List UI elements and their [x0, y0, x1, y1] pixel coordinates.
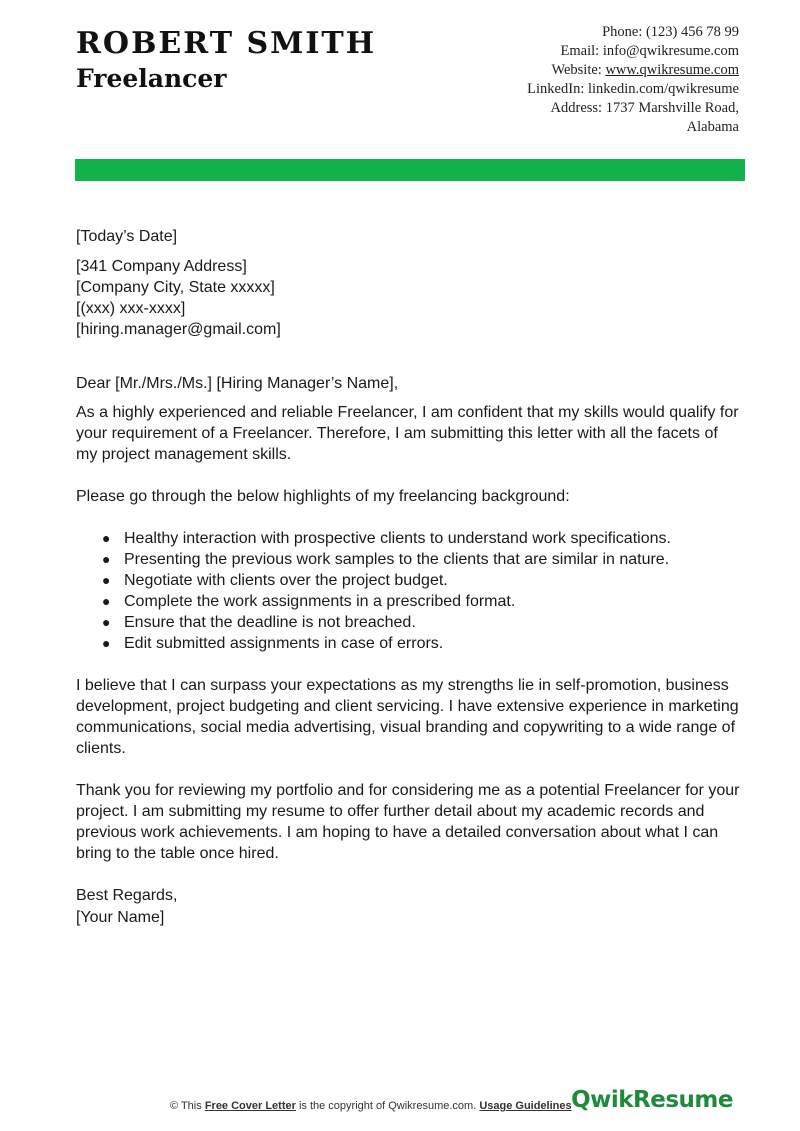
contact-website-label: Website: — [551, 62, 606, 78]
address-line: [hiring.manager@gmail.com] — [76, 321, 281, 338]
contact-address-line1: Address: 1737 Marshville Road, — [550, 100, 739, 116]
list-item — [102, 633, 742, 654]
list-item-text: Complete the work assignments in a prescribed format. — [124, 593, 516, 610]
bullet-icon: ● — [102, 593, 111, 609]
bullet-icon: ● — [102, 530, 111, 546]
bullet-icon: ● — [102, 614, 111, 630]
list-item-text: Ensure that the deadline is not breached. — [124, 614, 416, 631]
address-line: [(xxx) xxx-xxxx] — [76, 300, 186, 317]
list-item-text: Negotiate with clients over the project budget. — [124, 572, 448, 589]
contact-phone: Phone: (123) 456 78 99 — [602, 24, 739, 40]
highlights-intro: Please go through the below highlights of my freelancing background: — [76, 488, 570, 505]
copyright-notice — [170, 1100, 572, 1112]
list-item — [102, 612, 742, 633]
signoff: Best Regards, — [76, 887, 178, 904]
bullet-icon: ● — [102, 635, 111, 651]
usage-guidelines-link[interactable]: Usage Guidelines — [479, 1100, 572, 1112]
list-item — [102, 528, 742, 549]
body-paragraph: I believe that I can surpass your expectations as my strengths lie in self-promotion, business development, project budgeting and client servicing. I have extensive experience in marketing communications, social media advertising, visual branding and copywriting to a wide range of clients. — [76, 677, 739, 757]
intro-paragraph: As a highly experienced and reliable Freelancer, I am confident that my skills would qualify for your requirement of a Freelancer. Therefore, I am submitting this letter with all the facets of my project management skills. — [76, 404, 739, 463]
header-accent-bar — [75, 159, 745, 181]
list-item-text: Presenting the previous work samples to the clients that are similar in nature. — [124, 551, 670, 568]
list-item — [102, 570, 742, 591]
list-item-text: Edit submitted assignments in case of errors. — [124, 635, 444, 652]
address-line: [Company City, State xxxxx] — [76, 279, 275, 296]
copyright-mid: is the copyright of Qwikresume.com. — [295, 1100, 480, 1112]
website-link[interactable]: www.qwikresume.com — [605, 62, 739, 78]
contact-address-line2: Alabama — [686, 119, 739, 135]
closing-paragraph: Thank you for reviewing my portfolio and for considering me as a potential Freelancer for your project. I am submitting my resume to offer further detail about my academic records and previous work achievements. I am hoping to have a detailed conversation about what I can bring to the table once hired. — [76, 782, 740, 862]
bullet-icon: ● — [102, 551, 111, 567]
signature: [Your Name] — [76, 909, 165, 926]
highlights-list — [102, 528, 742, 654]
applicant-name: ROBERT SMITH — [76, 26, 377, 61]
contact-block — [409, 23, 739, 137]
letter-date: [Today’s Date] — [76, 228, 178, 245]
greeting: Dear [Mr./Mrs./Ms.] [Hiring Manager’s Name], — [76, 375, 399, 392]
applicant-role: Freelancer — [76, 64, 227, 93]
letter-body — [76, 226, 742, 929]
contact-email: Email: info@qwikresume.com — [560, 43, 739, 59]
qwikresume-logo: QwikResume — [571, 1087, 733, 1113]
list-item — [102, 591, 742, 612]
contact-website — [409, 61, 739, 80]
address-line: [341 Company Address] — [76, 258, 247, 275]
page-footer — [0, 1087, 800, 1117]
recipient-address — [76, 256, 742, 340]
free-cover-letter-link[interactable]: Free Cover Letter — [204, 1100, 296, 1112]
list-item — [102, 549, 742, 570]
bullet-icon: ● — [102, 572, 111, 588]
copyright-prefix: © This — [170, 1100, 205, 1112]
list-item-text: Healthy interaction with prospective clients to understand work specifications. — [124, 530, 671, 547]
contact-linkedin: LinkedIn: linkedin.com/qwikresume — [527, 81, 739, 97]
